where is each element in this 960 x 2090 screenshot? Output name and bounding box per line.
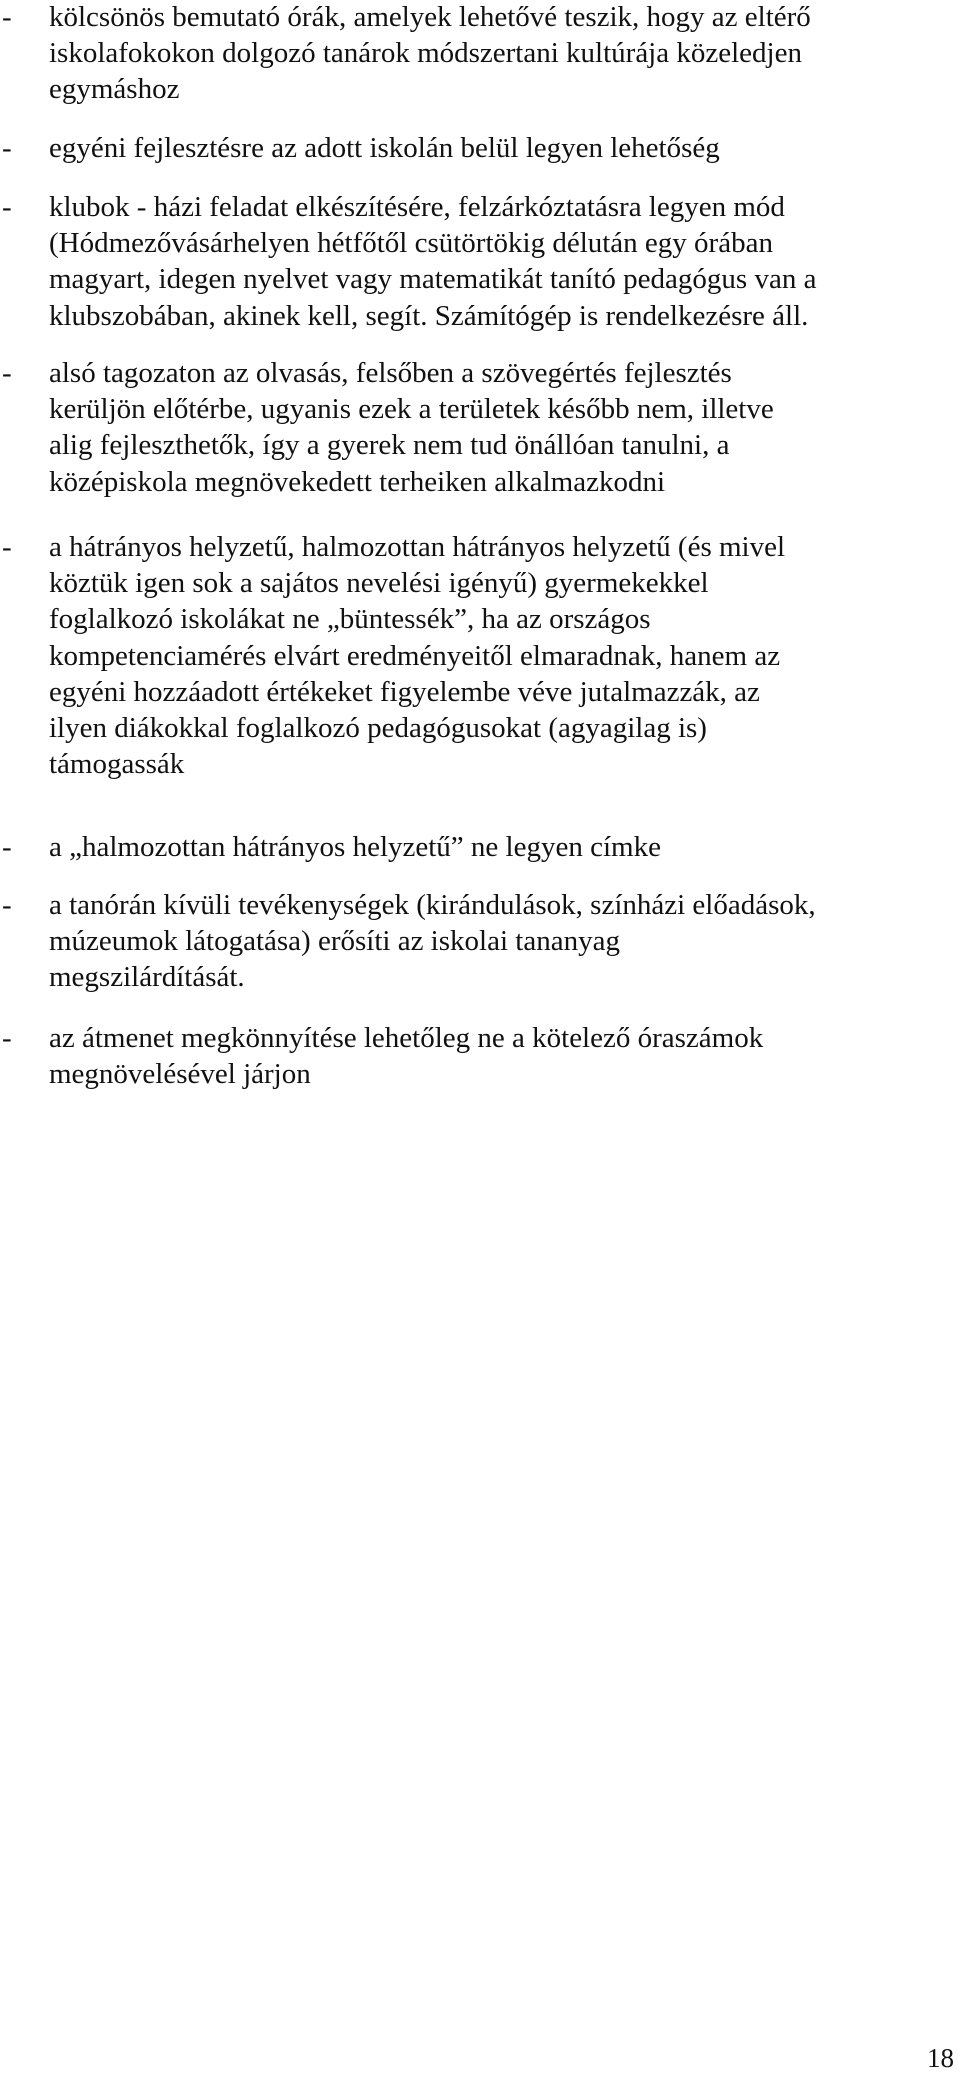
text-line: a hátrányos helyzetű, halmozottan hátrányos helyzetű (és mivel bbox=[49, 531, 786, 563]
text-line: az átmenet megkönnyítése lehetőleg ne a kötelező óraszámok bbox=[49, 1022, 764, 1054]
text-line: egyéni fejlesztésre az adott iskolán belül legyen lehetőség bbox=[49, 132, 720, 164]
bullet-dash: - bbox=[2, 191, 12, 223]
text-line: köztük igen sok a sajátos nevelési igényű) gyermekekkel bbox=[49, 567, 709, 600]
bullet-dash: - bbox=[2, 1, 12, 33]
text-line: alsó tagozaton az olvasás, felsőben a szövegértés fejlesztés bbox=[49, 357, 732, 389]
bullet-text bbox=[49, 1020, 954, 1092]
text-line: egymáshoz bbox=[49, 73, 180, 106]
page-number: 18 bbox=[927, 2043, 954, 2073]
text-line: megszilárdítását. bbox=[49, 961, 245, 994]
bullet-dash: - bbox=[2, 132, 12, 164]
bullet-text bbox=[49, 0, 954, 108]
bullet-text bbox=[49, 189, 954, 334]
text-line: a tanórán kívüli tevékenységek (kirándulások, színházi előadások, bbox=[49, 889, 816, 921]
text-line: alig fejleszthetők, így a gyerek nem tud önállóan tanulni, a bbox=[49, 429, 730, 462]
bullet-text bbox=[49, 887, 954, 996]
bullet-dash: - bbox=[2, 1022, 12, 1054]
text-line: magyart, idegen nyelvet vagy matematikát tanító pedagógus van a bbox=[49, 263, 817, 296]
text-line: támogassák bbox=[49, 748, 185, 781]
text-line: (Hódmezővásárhelyen hétfőtől csütörtökig délután egy órában bbox=[49, 227, 773, 260]
text-line: foglalkozó iskolákat ne „büntessék”, ha az országos bbox=[49, 603, 651, 636]
bullet-dash: - bbox=[2, 531, 12, 563]
text-line: iskolafokokon dolgozó tanárok módszertani kultúrája közeledjen bbox=[49, 37, 802, 70]
text-line: klubok - házi feladat elkészítésére, felzárkóztatásra legyen mód bbox=[49, 191, 785, 223]
text-line: kompetenciamérés elvárt eredményeitől elmaradnak, hanem az bbox=[49, 639, 781, 672]
text-line: kerüljön előtérbe, ugyanis ezek a területek később nem, illetve bbox=[49, 393, 774, 426]
text-line: középiskola megnövekedett terheiken alkalmazkodni bbox=[49, 465, 666, 498]
text-line: múzeumok látogatása) erősíti az iskolai tananyag bbox=[49, 925, 620, 958]
bullet-dash: - bbox=[2, 889, 12, 921]
text-line: ilyen diákokkal foglalkozó pedagógusokat (agyagilag is) bbox=[49, 711, 707, 744]
bullet-text bbox=[49, 355, 954, 500]
bullet-text bbox=[49, 529, 954, 782]
bullet-text bbox=[49, 829, 954, 865]
text-line: klubszobában, akinek kell, segít. Számítógép is rendelkezésre áll. bbox=[49, 299, 809, 332]
text-line: megnövelésével járjon bbox=[49, 1058, 311, 1091]
bullet-dash: - bbox=[2, 357, 12, 389]
text-line: kölcsönös bemutató órák, amelyek lehetővé teszik, hogy az eltérő bbox=[49, 1, 811, 33]
text-line: egyéni hozzáadott értékeket figyelembe véve jutalmazzák, az bbox=[49, 675, 760, 708]
text-line: a „halmozottan hátrányos helyzetű” ne legyen címke bbox=[49, 831, 661, 863]
bullet-text bbox=[49, 130, 954, 166]
bullet-dash: - bbox=[2, 831, 12, 863]
